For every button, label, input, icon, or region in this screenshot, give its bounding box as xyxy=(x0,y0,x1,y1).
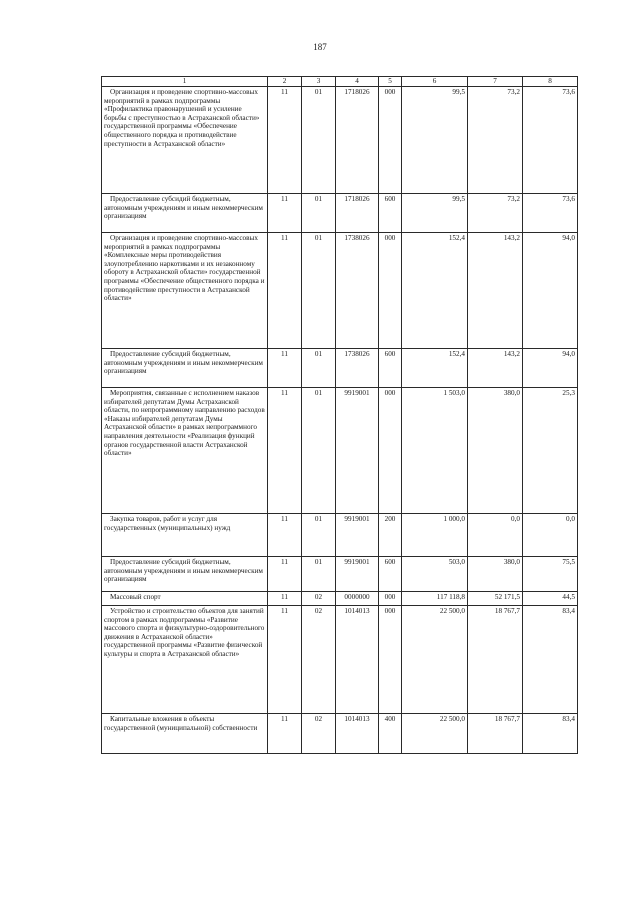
cell-expense-type: 000 xyxy=(379,388,402,514)
cell-expense-type: 000 xyxy=(379,606,402,714)
table-row xyxy=(102,388,578,514)
cell-executed: 380,0 xyxy=(468,557,523,592)
cell-planned: 22 500,0 xyxy=(402,714,468,754)
cell-executed: 0,0 xyxy=(468,514,523,557)
cell-percent: 94,0 xyxy=(523,233,578,349)
table-row xyxy=(102,514,578,557)
cell-planned: 99,5 xyxy=(402,87,468,194)
cell-executed: 380,0 xyxy=(468,388,523,514)
cell-subsection: 01 xyxy=(302,388,336,514)
cell-executed: 73,2 xyxy=(468,194,523,233)
cell-section: 11 xyxy=(268,194,302,233)
table-row xyxy=(102,349,578,388)
row-name: Предоставление субсидий бюджетным, автономным учреждениям и иным некоммерческим организациям xyxy=(102,194,268,233)
cell-percent: 73,6 xyxy=(523,87,578,194)
row-name: Устройство и строительство объектов для занятий спортом в рамках подпрограммы «Развитие массового спорта и физкультурно-оздоровительного движения в Астраханской области» государственной программы «Развитие физической культуры и спорта в Астраханской области» xyxy=(102,606,268,714)
cell-percent: 0,0 xyxy=(523,514,578,557)
page-number: 187 xyxy=(313,42,327,52)
table-row xyxy=(102,592,578,606)
cell-subsection: 01 xyxy=(302,233,336,349)
cell-expense-type: 000 xyxy=(379,592,402,606)
cell-expense-type: 600 xyxy=(379,194,402,233)
table-row xyxy=(102,87,578,194)
header-cell: 5 xyxy=(379,77,402,87)
cell-target-code: 9919001 xyxy=(336,388,379,514)
cell-target-code: 9919001 xyxy=(336,557,379,592)
cell-section: 11 xyxy=(268,714,302,754)
table-row xyxy=(102,194,578,233)
table-row xyxy=(102,606,578,714)
row-name: Мероприятия, связанные с исполнением наказов избирателей депутатам Думы Астраханской области, по непрограммному направлению расходов «Наказы избирателей депутатам Думы Астраханской области» в рамках непрограммного направления деятельности «Реализация функций органов государственной власти Астраханской области» xyxy=(102,388,268,514)
cell-planned: 152,4 xyxy=(402,349,468,388)
header-cell: 6 xyxy=(402,77,468,87)
cell-percent: 83,4 xyxy=(523,606,578,714)
cell-section: 11 xyxy=(268,557,302,592)
row-name: Закупка товаров, работ и услуг для государственных (муниципальных) нужд xyxy=(102,514,268,557)
cell-executed: 73,2 xyxy=(468,87,523,194)
cell-subsection: 01 xyxy=(302,194,336,233)
cell-target-code: 1738026 xyxy=(336,349,379,388)
cell-percent: 75,5 xyxy=(523,557,578,592)
cell-subsection: 02 xyxy=(302,592,336,606)
row-name: Предоставление субсидий бюджетным, автономным учреждениям и иным некоммерческим организациям xyxy=(102,349,268,388)
cell-expense-type: 000 xyxy=(379,233,402,349)
table-row xyxy=(102,714,578,754)
cell-percent: 25,3 xyxy=(523,388,578,514)
row-name: Организация и проведение спортивно-массовых мероприятий в рамках подпрограммы «Комплексные меры противодействия злоупотреблению наркотиками и их незаконному обороту в Астраханской области» государственной программы «Обеспечение общественного порядка и противодействие преступности в Астраханской области» xyxy=(102,233,268,349)
header-cell: 2 xyxy=(268,77,302,87)
cell-expense-type: 200 xyxy=(379,514,402,557)
header-cell: 3 xyxy=(302,77,336,87)
cell-section: 11 xyxy=(268,592,302,606)
cell-expense-type: 600 xyxy=(379,557,402,592)
cell-executed: 143,2 xyxy=(468,233,523,349)
cell-planned: 117 118,8 xyxy=(402,592,468,606)
cell-section: 11 xyxy=(268,606,302,714)
cell-percent: 94,0 xyxy=(523,349,578,388)
cell-subsection: 02 xyxy=(302,606,336,714)
cell-target-code: 1014013 xyxy=(336,714,379,754)
cell-subsection: 02 xyxy=(302,714,336,754)
cell-expense-type: 400 xyxy=(379,714,402,754)
cell-target-code: 9919001 xyxy=(336,514,379,557)
cell-executed: 52 171,5 xyxy=(468,592,523,606)
row-name: Предоставление субсидий бюджетным, автономным учреждениям и иным некоммерческим организациям xyxy=(102,557,268,592)
cell-subsection: 01 xyxy=(302,349,336,388)
cell-target-code: 1718026 xyxy=(336,194,379,233)
budget-table xyxy=(101,76,578,754)
table-row xyxy=(102,233,578,349)
cell-section: 11 xyxy=(268,388,302,514)
row-name: Массовый спорт xyxy=(102,592,268,606)
cell-target-code: 1718026 xyxy=(336,87,379,194)
cell-planned: 1 503,0 xyxy=(402,388,468,514)
header-cell: 1 xyxy=(102,77,268,87)
cell-expense-type: 000 xyxy=(379,87,402,194)
cell-section: 11 xyxy=(268,514,302,557)
cell-percent: 83,4 xyxy=(523,714,578,754)
cell-section: 11 xyxy=(268,87,302,194)
cell-target-code: 1014013 xyxy=(336,606,379,714)
cell-subsection: 01 xyxy=(302,87,336,194)
cell-section: 11 xyxy=(268,349,302,388)
cell-subsection: 01 xyxy=(302,514,336,557)
cell-target-code: 0000000 xyxy=(336,592,379,606)
header-cell: 8 xyxy=(523,77,578,87)
cell-target-code: 1738026 xyxy=(336,233,379,349)
cell-planned: 1 000,0 xyxy=(402,514,468,557)
header-cell: 4 xyxy=(336,77,379,87)
cell-executed: 143,2 xyxy=(468,349,523,388)
table-row xyxy=(102,557,578,592)
cell-planned: 152,4 xyxy=(402,233,468,349)
row-name: Организация и проведение спортивно-массовых мероприятий в рамках подпрограммы «Профилактика правонарушений и усиление борьбы с преступностью в Астраханской области» государственной программы «Обеспечение общественного порядка и противодействие преступности в Астраханской области» xyxy=(102,87,268,194)
cell-section: 11 xyxy=(268,233,302,349)
header-cell: 7 xyxy=(468,77,523,87)
cell-percent: 44,5 xyxy=(523,592,578,606)
cell-executed: 18 767,7 xyxy=(468,714,523,754)
row-name: Капитальные вложения в объекты государственной (муниципальной) собственности xyxy=(102,714,268,754)
cell-planned: 99,5 xyxy=(402,194,468,233)
cell-planned: 503,0 xyxy=(402,557,468,592)
cell-executed: 18 767,7 xyxy=(468,606,523,714)
cell-expense-type: 600 xyxy=(379,349,402,388)
table-header-row xyxy=(102,77,578,87)
cell-percent: 73,6 xyxy=(523,194,578,233)
cell-subsection: 01 xyxy=(302,557,336,592)
cell-planned: 22 500,0 xyxy=(402,606,468,714)
